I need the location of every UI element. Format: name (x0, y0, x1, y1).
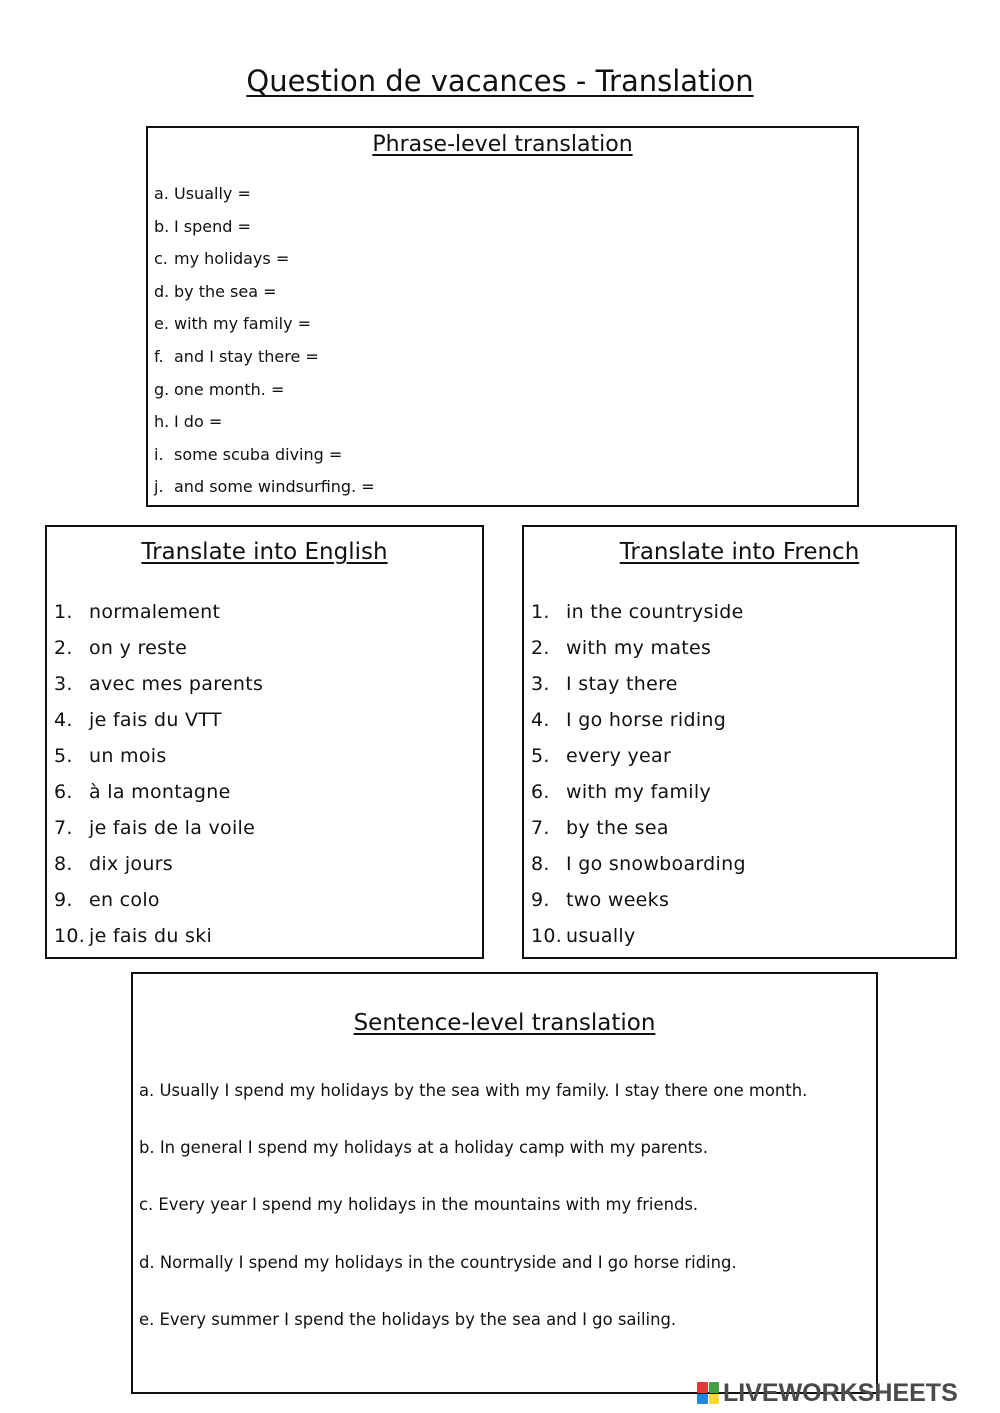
item-text: dix jours (89, 853, 173, 875)
phrase-text: one month. = (174, 379, 285, 399)
item-text: je fais du ski (89, 925, 213, 947)
french-item (531, 925, 746, 961)
english-item (54, 817, 263, 853)
english-item (54, 709, 263, 745)
translate-french-box (522, 525, 957, 959)
phrase-item (154, 282, 375, 315)
phrase-letter: h. (154, 412, 170, 432)
item-text: with my mates (566, 637, 712, 659)
english-item (54, 925, 263, 961)
item-number: 8. (54, 853, 73, 875)
phrase-item (154, 380, 375, 413)
item-text: on y reste (89, 637, 188, 659)
logo-square (697, 1382, 708, 1393)
phrase-item (154, 249, 375, 282)
french-item (531, 853, 746, 889)
item-text: je fais de la voile (89, 817, 256, 839)
phrase-list (154, 184, 375, 510)
english-item (54, 673, 263, 709)
english-item (54, 853, 263, 889)
phrase-letter: a. (154, 184, 169, 203)
item-text: normalement (89, 601, 221, 623)
french-item (531, 745, 746, 781)
item-number: 4. (531, 709, 550, 731)
french-item (531, 781, 746, 817)
item-text: I go snowboarding (566, 853, 746, 875)
item-text: en colo (89, 889, 160, 911)
phrase-letter: c. (154, 249, 168, 269)
sentence-list (139, 1080, 807, 1366)
item-text: in the countryside (566, 601, 744, 623)
logo-square (709, 1382, 720, 1393)
phrase-text: and some windsurfing. = (174, 477, 375, 497)
french-list (531, 601, 746, 961)
english-item (54, 745, 263, 781)
phrase-letter: g. (154, 379, 170, 399)
french-item (531, 601, 746, 637)
item-text: avec mes parents (89, 673, 264, 695)
item-number: 1. (54, 601, 73, 623)
phrase-item (154, 314, 375, 347)
french-item (531, 709, 746, 745)
translate-english-title: Translate into English (141, 539, 388, 565)
translate-english-box (45, 525, 484, 959)
item-number: 6. (54, 781, 73, 803)
item-text: every year (566, 745, 672, 767)
phrase-text: by the sea = (174, 281, 277, 301)
phrase-text: my holidays = (174, 249, 290, 269)
phrase-text: with my family = (174, 314, 312, 334)
item-number: 2. (54, 637, 73, 659)
sentence-level-box (131, 972, 878, 1394)
phrase-letter: f. (154, 346, 164, 366)
logo-square (697, 1394, 708, 1405)
phrase-letter: b. (154, 216, 170, 236)
sentence-item: d. Normally I spend my holidays in the countryside and I go horse riding. (139, 1252, 737, 1272)
item-number: 5. (54, 745, 73, 767)
item-text: by the sea (566, 817, 669, 839)
phrase-letter: e. (154, 314, 169, 334)
item-number: 1. (531, 601, 550, 623)
item-number: 2. (531, 637, 550, 659)
phrase-text: I do = (174, 412, 223, 432)
phrase-item (154, 347, 375, 380)
sentence-item: b. In general I spend my holidays at a holiday camp with my parents. (139, 1138, 708, 1158)
item-text: I stay there (566, 673, 678, 695)
french-item (531, 889, 746, 925)
phrase-item (154, 477, 375, 510)
sentence-level-title: Sentence-level translation (353, 1010, 656, 1036)
item-text: with my family (566, 781, 711, 803)
phrase-item (154, 217, 375, 250)
sentence-item: a. Usually I spend my holidays by the sea with my family. I stay there one month. (139, 1081, 808, 1100)
item-text: je fais du VTT (89, 709, 222, 731)
phrase-text: and I stay there = (174, 346, 319, 366)
item-number: 10. (531, 925, 563, 947)
item-number: 9. (54, 889, 73, 911)
phrase-item (154, 184, 375, 217)
item-number: 6. (531, 781, 550, 803)
item-number: 3. (531, 673, 550, 695)
item-number: 3. (54, 673, 73, 695)
english-list (54, 601, 263, 961)
item-number: 5. (531, 745, 550, 767)
french-item (531, 817, 746, 853)
english-item (54, 601, 263, 637)
liveworksheets-watermark (697, 1378, 958, 1408)
item-number: 9. (531, 889, 550, 911)
item-number: 8. (531, 853, 550, 875)
liveworksheets-logo-icon (697, 1382, 719, 1404)
phrase-text: I spend = (174, 216, 251, 236)
item-text: two weeks (566, 889, 670, 911)
phrase-text: Usually = (174, 184, 251, 203)
translate-french-title: Translate into French (619, 539, 860, 565)
sentence-item: c. Every year I spend my holidays in the mountains with my friends. (139, 1195, 699, 1215)
phrase-letter: d. (154, 281, 170, 301)
english-item (54, 889, 263, 925)
watermark-text: LIVEWORKSHEETS (723, 1378, 958, 1407)
french-item (531, 637, 746, 673)
item-text: I go horse riding (566, 709, 727, 731)
phrase-item (154, 412, 375, 445)
english-item (54, 781, 263, 817)
phrase-item (154, 445, 375, 478)
item-number: 4. (54, 709, 73, 731)
item-number: 7. (531, 817, 550, 839)
item-text: à la montagne (89, 781, 231, 803)
item-text: usually (566, 925, 636, 947)
logo-square (709, 1394, 720, 1405)
phrase-letter: j. (154, 477, 164, 497)
item-number: 10. (54, 925, 86, 947)
item-text: un mois (89, 745, 167, 767)
page-title: Question de vacances - Translation (246, 64, 754, 98)
item-number: 7. (54, 817, 73, 839)
sentence-item: e. Every summer I spend the holidays by the sea and I go sailing. (139, 1309, 677, 1329)
phrase-letter: i. (154, 444, 164, 464)
phrase-text: some scuba diving = (174, 444, 343, 464)
french-item (531, 673, 746, 709)
english-item (54, 637, 263, 673)
phrase-level-box (146, 126, 859, 507)
phrase-level-title: Phrase-level translation (372, 132, 633, 157)
